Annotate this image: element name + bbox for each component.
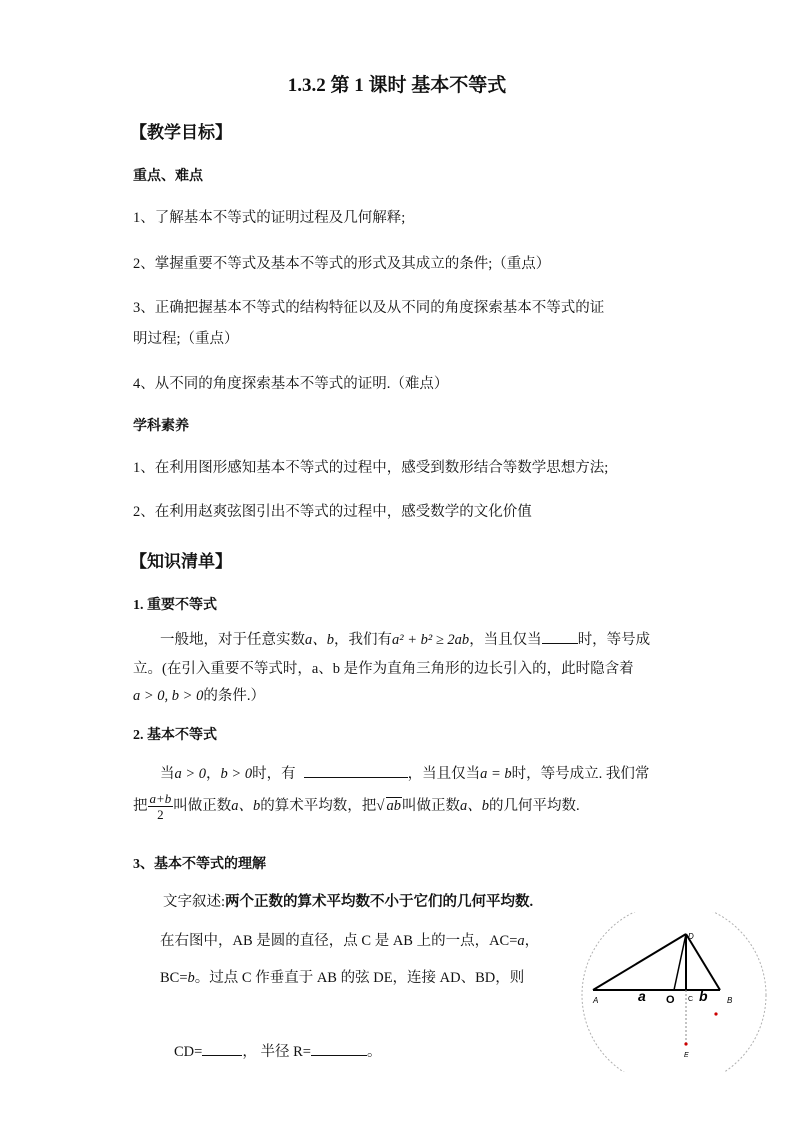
- s2-blank[interactable]: [304, 763, 408, 778]
- s3-statement: 两个正数的算术平均数不小于它们的几何平均数.: [225, 894, 534, 910]
- label-seg-b: b: [699, 988, 708, 1004]
- s2-text-c: 时，有: [252, 766, 296, 782]
- s3-line-1: [163, 890, 533, 911]
- s3-text-4a: CD=: [174, 1044, 203, 1060]
- label-o: O: [666, 994, 675, 1006]
- sqrt-sign-icon: √: [376, 797, 385, 814]
- s3-var-a: a: [517, 933, 525, 949]
- s2-cond-a: a > 0: [174, 766, 207, 782]
- sqrt-radicand: ab: [386, 797, 402, 814]
- s2-text-ba: 把: [133, 797, 148, 814]
- goal-item-2: 2、掌握重要不等式及基本不等式的形式及其成立的条件;（重点）: [133, 256, 551, 272]
- label-d: D: [688, 932, 694, 941]
- cd-blank[interactable]: [202, 1041, 242, 1056]
- radius-od: [674, 934, 686, 990]
- literacy-item-1: 1、在利用图形感知基本不等式的过程中，感受到数形结合等数学思想方法;: [133, 460, 609, 476]
- s3-text-4b: ， 半径 R=: [242, 1044, 311, 1060]
- s1-heading: 1. 重要不等式: [133, 598, 217, 613]
- chord-bd: [686, 934, 720, 990]
- s1-line-1: [160, 628, 650, 649]
- s3-text-4c: 。: [366, 1044, 382, 1060]
- s3-line-4: [174, 1040, 381, 1061]
- s3-heading: 3、基本不等式的理解: [133, 857, 266, 872]
- s2-text-e: 时，等号成立. 我们常: [511, 766, 650, 782]
- page-title: 1.3.2 第 1 课时 基本不等式: [287, 75, 507, 96]
- s3-label: 文字叙述:: [163, 894, 226, 910]
- s2-text-be: 叫做正数: [402, 797, 461, 814]
- s2-line-2: [133, 791, 580, 822]
- s3-line-3: [160, 966, 524, 987]
- s2-text-bd: 的算术平均数，把: [260, 797, 377, 814]
- s3-text-3a: BC=: [160, 970, 188, 986]
- s2-text-a: 当: [160, 766, 175, 782]
- goal-item-4: 4、从不同的角度探索基本不等式的证明.（难点）: [133, 376, 449, 392]
- s1-formula: a² + b² ≥ 2ab: [392, 632, 470, 648]
- fraction-numerator: a+b: [149, 791, 172, 806]
- goal-item-3-cont: 明过程;（重点）: [133, 331, 239, 347]
- label-c: C: [688, 996, 694, 1003]
- label-e: E: [684, 1052, 689, 1059]
- goals-heading: 【教学目标】: [130, 123, 232, 142]
- circle-diagram: [580, 912, 780, 1072]
- s1-text-c: ，我们有: [334, 632, 392, 648]
- s2-text-b: ，: [206, 766, 221, 782]
- s2-equal-cond: a = b: [480, 766, 512, 782]
- s2-var-ab-2: a、b: [460, 797, 490, 814]
- s3-text-2a: 在右图中，AB 是圆的直径，点 C 是 AB 上的一点，AC=: [160, 933, 518, 949]
- s3-text-2b: ，: [524, 933, 540, 949]
- circle-outline: [582, 912, 766, 1072]
- s1-line-3-text: 的条件.）: [203, 688, 265, 704]
- s1-var-ab: a、b: [305, 632, 334, 648]
- goal-item-3: 3、正确把握基本不等式的结构特征以及从不同的角度探索基本不等式的证: [133, 300, 605, 316]
- s1-blank[interactable]: [542, 629, 578, 644]
- literacy-item-2: 2、在利用赵爽弦图引出不等式的过程中，感受数学的文化价值: [133, 504, 532, 520]
- chord-ad: [593, 934, 686, 990]
- label-a: A: [593, 996, 599, 1005]
- radius-blank[interactable]: [311, 1041, 367, 1056]
- fraction-denominator: 2: [157, 807, 164, 822]
- s3-line-2: [160, 929, 539, 950]
- s2-heading: 2. 基本不等式: [133, 728, 217, 743]
- s2-var-ab-1: a、b: [231, 797, 261, 814]
- key-points-heading: 重点、难点: [133, 169, 203, 184]
- literacy-heading: 学科素养: [133, 419, 189, 434]
- s1-text-e: 时，等号成: [577, 632, 651, 648]
- s2-text-bg: 的几何平均数.: [489, 797, 580, 814]
- s2-cond-b: b > 0: [220, 766, 253, 782]
- s1-line-3: [133, 684, 265, 705]
- s1-condition: a > 0, b > 0: [133, 688, 204, 704]
- s2-line-1: [160, 762, 649, 783]
- s2-text-d: ，当且仅当: [407, 766, 481, 782]
- point-e: [684, 1042, 687, 1045]
- s3-var-b: b: [187, 970, 195, 986]
- point-red: [714, 1012, 717, 1015]
- label-b: B: [727, 996, 733, 1005]
- label-seg-a: a: [638, 988, 646, 1004]
- goal-item-1: 1、了解基本不等式的证明过程及几何解释;: [133, 210, 406, 226]
- s1-text-d: ，当且仅当: [469, 632, 542, 648]
- s3-text-3b: 。过点 C 作垂直于 AB 的弦 DE，连接 AD、BD，则: [194, 970, 525, 986]
- s1-line-2: 立。(在引入重要不等式时，a、b 是作为直角三角形的边长引入的，此时隐含着: [133, 661, 634, 677]
- s1-text-a: 一般地，对于任意实数: [160, 632, 305, 648]
- arithmetic-mean-fraction: [148, 791, 174, 822]
- s2-text-bb: 叫做正数: [173, 797, 232, 814]
- knowledge-heading: 【知识清单】: [130, 552, 232, 571]
